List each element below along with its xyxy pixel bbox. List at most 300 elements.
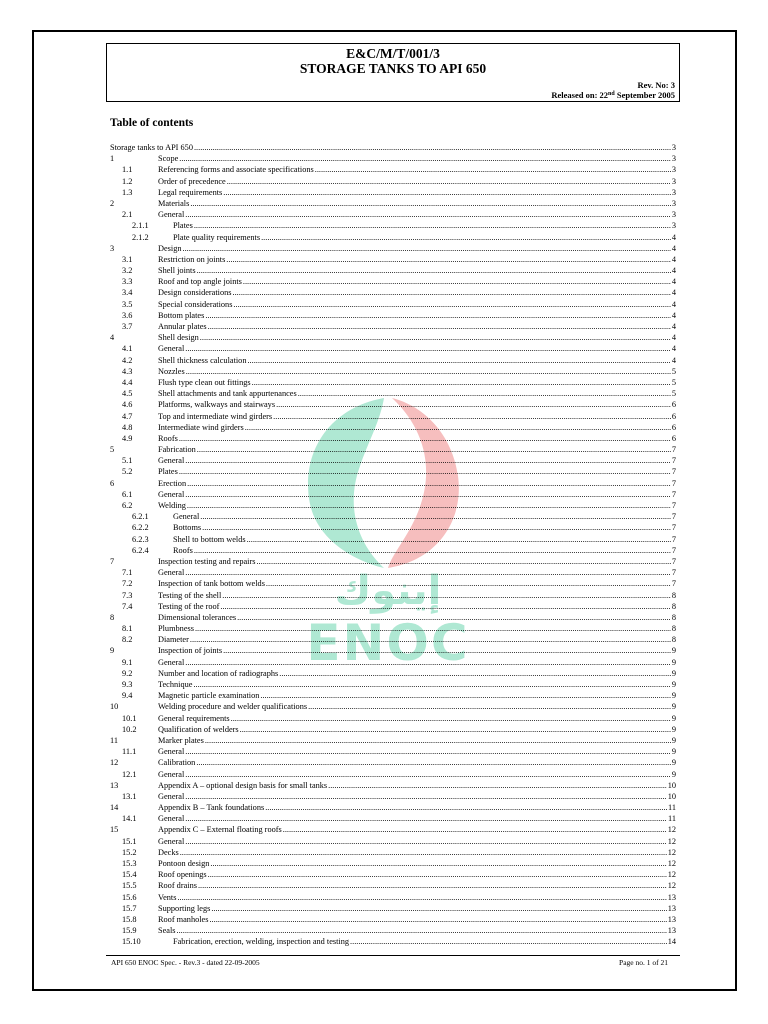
- toc-dot-leader: [187, 478, 671, 489]
- toc-entry-page: 8: [671, 612, 676, 622]
- release-date: Released on: 22nd September 2005: [551, 90, 675, 100]
- document-header: [106, 43, 680, 102]
- toc-entry[interactable]: [110, 880, 676, 891]
- toc-entry-page: 5: [671, 366, 676, 376]
- toc-entry-page: 8: [671, 590, 676, 600]
- toc-entry-title: Fabrication: [158, 445, 196, 455]
- toc-entry-title: Design: [158, 243, 182, 253]
- toc-entry[interactable]: [110, 522, 676, 533]
- toc-dot-leader: [177, 925, 667, 936]
- toc-dot-leader: [185, 791, 666, 802]
- toc-entry-page: 3: [671, 198, 676, 208]
- toc-entry[interactable]: [110, 847, 676, 858]
- toc-entry-title: General: [158, 344, 185, 354]
- toc-dot-leader: [205, 735, 671, 746]
- toc-entry[interactable]: [110, 220, 676, 231]
- toc-entry-number: 3.1: [122, 254, 133, 264]
- toc-dot-leader: [205, 310, 671, 321]
- toc-entry-page: 6: [671, 422, 676, 432]
- toc-entry-page: 4: [671, 299, 676, 309]
- toc-dot-leader: [279, 668, 671, 679]
- toc-entry-number: 4: [110, 333, 115, 343]
- toc-dot-leader: [197, 265, 671, 276]
- toc-entry-number: 6.2.3: [132, 534, 149, 544]
- toc-dot-leader: [243, 276, 671, 287]
- footer-rule: [106, 955, 680, 956]
- toc-entry[interactable]: [110, 243, 676, 254]
- toc-dot-leader: [350, 936, 667, 947]
- toc-entry-title: General: [158, 489, 185, 499]
- toc-entry[interactable]: [110, 735, 676, 746]
- toc-entry[interactable]: [110, 142, 676, 153]
- toc-entry-number: 2.1.1: [132, 221, 149, 231]
- toc-entry-number: 15.1: [122, 836, 137, 846]
- toc-entry[interactable]: [110, 813, 676, 824]
- toc-entry-page: 9: [671, 680, 676, 689]
- toc-entry-number: 7: [110, 556, 115, 566]
- toc-dot-leader: [185, 489, 671, 500]
- toc-entry-title: General: [158, 568, 185, 578]
- toc-entry[interactable]: [110, 780, 676, 791]
- toc-entry-page: 4: [671, 333, 676, 343]
- toc-entry-number: 13.1: [122, 791, 137, 801]
- toc-entry-title: Testing of the roof: [158, 601, 220, 611]
- toc-entry[interactable]: [110, 209, 676, 220]
- toc-entry-title: Number and location of radiographs: [158, 668, 279, 678]
- toc-entry-page: 4: [671, 322, 676, 331]
- toc-entry-page: 12: [667, 825, 676, 835]
- toc-entry-title: Testing of the shell: [158, 590, 222, 600]
- toc-entry-number: 14.1: [122, 814, 137, 824]
- toc-entry-number: 4.5: [122, 389, 133, 399]
- toc-dot-leader: [185, 343, 671, 354]
- toc-entry-number: 3.5: [122, 299, 133, 309]
- toc-entry[interactable]: [110, 310, 676, 321]
- toc-entry-page: 6: [671, 400, 676, 410]
- toc-entry-title: Shell attachments and tank appurtenances: [158, 389, 297, 399]
- toc-dot-leader: [226, 254, 671, 265]
- toc-entry[interactable]: [110, 433, 676, 444]
- toc-dot-leader: [283, 824, 667, 835]
- toc-entry-page: 3: [671, 176, 676, 186]
- toc-entry[interactable]: [110, 164, 676, 175]
- toc-dot-leader: [185, 836, 666, 847]
- footer-document-info: API 650 ENOC Spec. - Rev.3 - dated 22-09-2005: [111, 958, 260, 967]
- toc-entry-page: 3: [671, 154, 676, 164]
- toc-entry[interactable]: [110, 757, 676, 768]
- toc-entry[interactable]: [110, 534, 676, 545]
- toc-entry[interactable]: [110, 623, 676, 634]
- toc-entry-page: 3: [671, 165, 676, 175]
- toc-dot-leader: [190, 634, 671, 645]
- toc-entry-title: Shell design: [158, 333, 199, 343]
- toc-entry[interactable]: [110, 276, 676, 287]
- toc-entry-page: 4: [671, 266, 676, 276]
- toc-entry[interactable]: [110, 366, 676, 377]
- toc-entry[interactable]: [110, 321, 676, 332]
- toc-entry-number: 6.2.4: [132, 545, 149, 555]
- toc-entry[interactable]: [110, 679, 676, 690]
- toc-entry[interactable]: [110, 601, 676, 612]
- toc-entry-number: 3.3: [122, 277, 133, 287]
- toc-entry-page: 9: [671, 769, 676, 779]
- toc-entry-title: Referencing forms and associate specifications: [158, 165, 314, 175]
- toc-entry[interactable]: [110, 713, 676, 724]
- toc-dot-leader: [211, 903, 666, 914]
- toc-entry-title: Technique: [158, 680, 193, 689]
- toc-dot-leader: [227, 176, 671, 187]
- toc-entry[interactable]: [110, 892, 676, 903]
- toc-entry-title: Bottoms: [173, 523, 202, 533]
- toc-entry[interactable]: [110, 198, 676, 209]
- toc-entry-number: 15.6: [122, 892, 137, 902]
- toc-entry[interactable]: [110, 802, 676, 813]
- toc-entry[interactable]: [110, 153, 676, 164]
- toc-entry-title: Scope: [158, 154, 179, 164]
- toc-entry-number: 9.1: [122, 657, 133, 667]
- toc-entry[interactable]: [110, 444, 676, 455]
- toc-entry-number: 3: [110, 243, 115, 253]
- toc-entry-page: 3: [671, 143, 676, 152]
- toc-dot-leader: [187, 500, 671, 511]
- toc-entry-number: 15.8: [122, 914, 137, 924]
- toc-dot-leader: [185, 769, 671, 780]
- toc-entry-title: Order of precedence: [158, 176, 226, 186]
- toc-dot-leader: [260, 690, 670, 701]
- toc-entry-title: General: [158, 769, 185, 779]
- toc-entry[interactable]: [110, 668, 676, 679]
- toc-entry-number: 6: [110, 478, 115, 488]
- toc-dot-leader: [177, 892, 666, 903]
- toc-entry-title: Platforms, walkways and stairways: [158, 400, 276, 410]
- toc-entry[interactable]: [110, 634, 676, 645]
- toc-entry[interactable]: [110, 388, 676, 399]
- toc-entry-title: General: [158, 210, 185, 220]
- toc-entry-page: 7: [671, 501, 676, 510]
- toc-entry-page: 9: [671, 758, 676, 768]
- toc-entry-page: 8: [671, 601, 676, 611]
- toc-dot-leader: [195, 623, 671, 634]
- toc-entry-number: 2.1.2: [132, 232, 149, 242]
- toc-entry-title: General: [158, 657, 185, 667]
- toc-entry-number: 6.2.2: [132, 523, 149, 533]
- toc-entry-page: 5: [671, 389, 676, 399]
- toc-entry-title: Marker plates: [158, 735, 204, 745]
- toc-entry-title: Diameter: [158, 635, 189, 645]
- toc-dot-leader: [202, 522, 671, 533]
- toc-entry-title: General: [158, 814, 185, 824]
- toc-entry[interactable]: [110, 925, 676, 936]
- toc-dot-leader: [194, 220, 671, 231]
- toc-entry[interactable]: [110, 176, 676, 187]
- toc-entry-title: Appendix A – optional design basis for small tanks: [158, 780, 328, 790]
- toc-entry-title: Seals: [158, 926, 176, 936]
- toc-entry-title: Special considerations: [158, 299, 233, 309]
- toc-entry-page: 3: [671, 210, 676, 220]
- toc-entry-number: 6.2.1: [132, 512, 149, 522]
- toc-entry-page: 7: [671, 545, 676, 555]
- toc-entry-number: 10.1: [122, 713, 137, 723]
- toc-entry-page: 9: [671, 702, 676, 712]
- toc-dot-leader: [185, 746, 671, 757]
- toc-entry[interactable]: [110, 287, 676, 298]
- toc-entry-page: 12: [667, 847, 676, 857]
- toc-entry-number: 7.4: [122, 601, 133, 611]
- table-of-contents: [110, 142, 676, 948]
- toc-entry-page: 12: [667, 836, 676, 846]
- toc-entry-number: 4.7: [122, 411, 133, 421]
- toc-entry-number: 4.4: [122, 377, 133, 387]
- toc-entry[interactable]: [110, 265, 676, 276]
- toc-dot-leader: [328, 780, 667, 791]
- toc-entry[interactable]: [110, 590, 676, 601]
- toc-entry[interactable]: [110, 836, 676, 847]
- toc-entry[interactable]: [110, 690, 676, 701]
- toc-entry[interactable]: [110, 612, 676, 623]
- toc-entry-page: 9: [671, 691, 676, 701]
- toc-entry-page: 4: [671, 355, 676, 365]
- toc-entry-title: Plates: [173, 221, 193, 231]
- toc-entry-title: Materials: [158, 198, 190, 208]
- logo-arabic-text: إينوك: [334, 568, 442, 614]
- toc-dot-leader: [179, 153, 671, 164]
- toc-entry[interactable]: [110, 232, 676, 243]
- toc-entry-number: 8.2: [122, 635, 133, 645]
- toc-entry-title: Roof manholes: [158, 914, 209, 924]
- toc-entry-number: 3.2: [122, 266, 133, 276]
- toc-entry-number: 1: [110, 154, 115, 164]
- toc-dot-leader: [183, 243, 671, 254]
- toc-dot-leader: [185, 209, 671, 220]
- toc-entry[interactable]: [110, 478, 676, 489]
- toc-entry-page: 4: [671, 277, 676, 287]
- toc-entry-page: 4: [671, 232, 676, 242]
- toc-entry-number: 8: [110, 612, 115, 622]
- toc-entry-title: Bottom plates: [158, 310, 205, 320]
- toc-entry[interactable]: [110, 187, 676, 198]
- toc-entry-page: 12: [667, 881, 676, 891]
- toc-entry-title: Appendix B – Tank foundations: [158, 803, 265, 813]
- toc-entry-number: 11.1: [122, 747, 137, 757]
- toc-entry-number: 15.7: [122, 903, 137, 913]
- toc-entry-page: 7: [671, 568, 676, 578]
- toc-heading: Table of contents: [110, 117, 194, 129]
- toc-entry-page: 7: [671, 512, 676, 522]
- toc-entry[interactable]: [110, 769, 676, 780]
- toc-dot-leader: [233, 287, 671, 298]
- toc-dot-leader: [265, 802, 667, 813]
- toc-dot-leader: [233, 299, 670, 310]
- toc-entry-number: 2: [110, 198, 115, 208]
- toc-entry-page: 13: [667, 914, 676, 924]
- toc-entry-title: Roofs: [173, 545, 193, 555]
- toc-entry[interactable]: [110, 578, 676, 589]
- toc-entry[interactable]: [110, 332, 676, 343]
- toc-entry-number: 4.6: [122, 400, 133, 410]
- toc-entry-number: 4.1: [122, 344, 133, 354]
- toc-entry-page: 7: [671, 523, 676, 533]
- toc-entry-title: General: [158, 791, 185, 801]
- toc-entry-page: 3: [671, 187, 676, 197]
- toc-entry-page: 8: [671, 624, 676, 634]
- toc-entry[interactable]: [110, 645, 676, 656]
- toc-entry-number: 1.1: [122, 165, 133, 175]
- toc-entry-number: 7.2: [122, 579, 133, 589]
- toc-entry-title: Inspection of tank bottom welds: [158, 579, 265, 589]
- toc-entry-page: 12: [667, 870, 676, 880]
- toc-entry[interactable]: [110, 299, 676, 310]
- toc-entry-page: 7: [671, 556, 676, 566]
- toc-entry[interactable]: [110, 355, 676, 366]
- toc-dot-leader: [220, 601, 670, 612]
- toc-entry-number: 4.2: [122, 355, 133, 365]
- toc-dot-leader: [223, 187, 671, 198]
- toc-entry[interactable]: [110, 489, 676, 500]
- toc-dot-leader: [193, 679, 670, 690]
- toc-entry[interactable]: [110, 422, 676, 433]
- toc-entry-title: Roofs: [158, 433, 178, 443]
- toc-entry-number: 14: [110, 803, 119, 813]
- toc-entry[interactable]: [110, 746, 676, 757]
- toc-entry-number: 6.1: [122, 489, 133, 499]
- toc-entry-title: Nozzles: [158, 366, 185, 376]
- toc-dot-leader: [247, 534, 671, 545]
- toc-entry-number: 10.2: [122, 724, 137, 734]
- toc-entry-number: 3.6: [122, 310, 133, 320]
- toc-entry[interactable]: [110, 824, 676, 835]
- toc-dot-leader: [252, 377, 671, 388]
- toc-entry-page: 9: [671, 724, 676, 734]
- toc-entry-title: Vents: [158, 892, 177, 902]
- toc-entry-number: 15.9: [122, 926, 137, 936]
- toc-entry-title: Shell thickness calculation: [158, 355, 247, 365]
- toc-entry[interactable]: [110, 254, 676, 265]
- toc-entry-number: 9: [110, 646, 115, 656]
- toc-entry-number: 8.1: [122, 624, 133, 634]
- toc-entry-page: 13: [667, 926, 676, 936]
- toc-entry[interactable]: [110, 556, 676, 567]
- toc-entry-number: 15.2: [122, 847, 137, 857]
- toc-entry-number: 5.1: [122, 456, 133, 466]
- toc-entry-title: General: [158, 836, 185, 846]
- toc-entry-title: General requirements: [158, 713, 230, 723]
- toc-dot-leader: [210, 858, 666, 869]
- toc-entry-title: Decks: [158, 847, 179, 857]
- toc-entry-page: 6: [671, 411, 676, 421]
- toc-entry-number: 5: [110, 445, 115, 455]
- toc-entry[interactable]: [110, 724, 676, 735]
- toc-entry[interactable]: [110, 701, 676, 712]
- toc-dot-leader: [180, 847, 667, 858]
- toc-entry-title: Calibration: [158, 758, 196, 768]
- toc-dot-leader: [237, 612, 671, 623]
- toc-entry-page: 4: [671, 254, 676, 264]
- toc-entry-page: 7: [671, 534, 676, 544]
- toc-entry[interactable]: [110, 869, 676, 880]
- toc-entry-title: Supporting legs: [158, 903, 211, 913]
- toc-dot-leader: [266, 578, 671, 589]
- toc-entry-title: Plumbness: [158, 624, 194, 634]
- toc-dot-leader: [185, 657, 671, 668]
- footer-page-number: Page no. 1 of 21: [619, 958, 668, 967]
- toc-entry[interactable]: [110, 455, 676, 466]
- toc-entry-title: Annular plates: [158, 322, 207, 331]
- toc-entry-title: Legal requirements: [158, 187, 223, 197]
- toc-entry[interactable]: [110, 500, 676, 511]
- toc-entry[interactable]: [110, 914, 676, 925]
- toc-entry-page: 7: [671, 478, 676, 488]
- toc-dot-leader: [240, 724, 671, 735]
- toc-entry[interactable]: [110, 511, 676, 522]
- toc-dot-leader: [179, 466, 671, 477]
- toc-entry-number: 9.4: [122, 691, 133, 701]
- toc-dot-leader: [231, 713, 671, 724]
- toc-entry-page: 9: [671, 735, 676, 745]
- toc-dot-leader: [308, 701, 671, 712]
- toc-entry-page: 9: [671, 668, 676, 678]
- toc-entry[interactable]: [110, 567, 676, 578]
- toc-dot-leader: [185, 567, 671, 578]
- toc-dot-leader: [222, 590, 671, 601]
- toc-entry[interactable]: [110, 858, 676, 869]
- toc-entry-title: Shell to bottom welds: [173, 534, 246, 544]
- toc-entry-page: 14: [667, 937, 676, 947]
- toc-entry[interactable]: [110, 466, 676, 477]
- toc-entry-title: Dimensional tolerances: [158, 612, 237, 622]
- toc-dot-leader: [196, 757, 671, 768]
- revision-number: Rev. No: 3: [637, 80, 675, 90]
- toc-entry-number: 9.2: [122, 668, 133, 678]
- toc-entry[interactable]: [110, 411, 676, 422]
- toc-entry-title: Welding procedure and welder qualifications: [158, 702, 308, 712]
- toc-entry-title: Pontoon design: [158, 859, 210, 868]
- toc-entry-number: 1.2: [122, 176, 133, 186]
- toc-entry[interactable]: [110, 657, 676, 668]
- toc-entry-title: Intermediate wind girders: [158, 422, 244, 432]
- toc-entry-title: Restriction on joints: [158, 254, 226, 264]
- toc-entry-number: 4.9: [122, 433, 133, 443]
- toc-entry-number: 1.3: [122, 187, 133, 197]
- toc-entry[interactable]: [110, 936, 676, 947]
- toc-dot-leader: [190, 198, 671, 209]
- toc-entry-page: 4: [671, 243, 676, 253]
- toc-entry-title: Storage tanks to API 650: [110, 143, 193, 152]
- toc-entry-title: General: [158, 456, 185, 466]
- toc-entry-page: 5: [671, 377, 676, 387]
- toc-entry[interactable]: [110, 377, 676, 388]
- logo-latin-text: ENOC: [306, 614, 470, 672]
- toc-entry[interactable]: [110, 791, 676, 802]
- toc-entry[interactable]: [110, 343, 676, 354]
- toc-entry-number: 12.1: [122, 769, 137, 779]
- toc-dot-leader: [209, 914, 666, 925]
- toc-entry-page: 9: [671, 747, 676, 757]
- toc-entry-title: General: [173, 512, 200, 522]
- toc-entry[interactable]: [110, 399, 676, 410]
- toc-entry-page: 11: [668, 814, 676, 824]
- toc-entry[interactable]: [110, 545, 676, 556]
- toc-entry-page: 4: [671, 288, 676, 298]
- toc-entry[interactable]: [110, 903, 676, 914]
- toc-entry-number: 15.3: [122, 859, 137, 868]
- toc-entry-title: Roof openings: [158, 870, 207, 880]
- toc-entry-title: Flush type clean out fittings: [158, 377, 251, 387]
- toc-dot-leader: [198, 880, 667, 891]
- toc-entry-title: General: [158, 747, 185, 757]
- toc-dot-leader: [298, 388, 671, 399]
- toc-entry-page: 8: [671, 635, 676, 645]
- toc-dot-leader: [276, 399, 671, 410]
